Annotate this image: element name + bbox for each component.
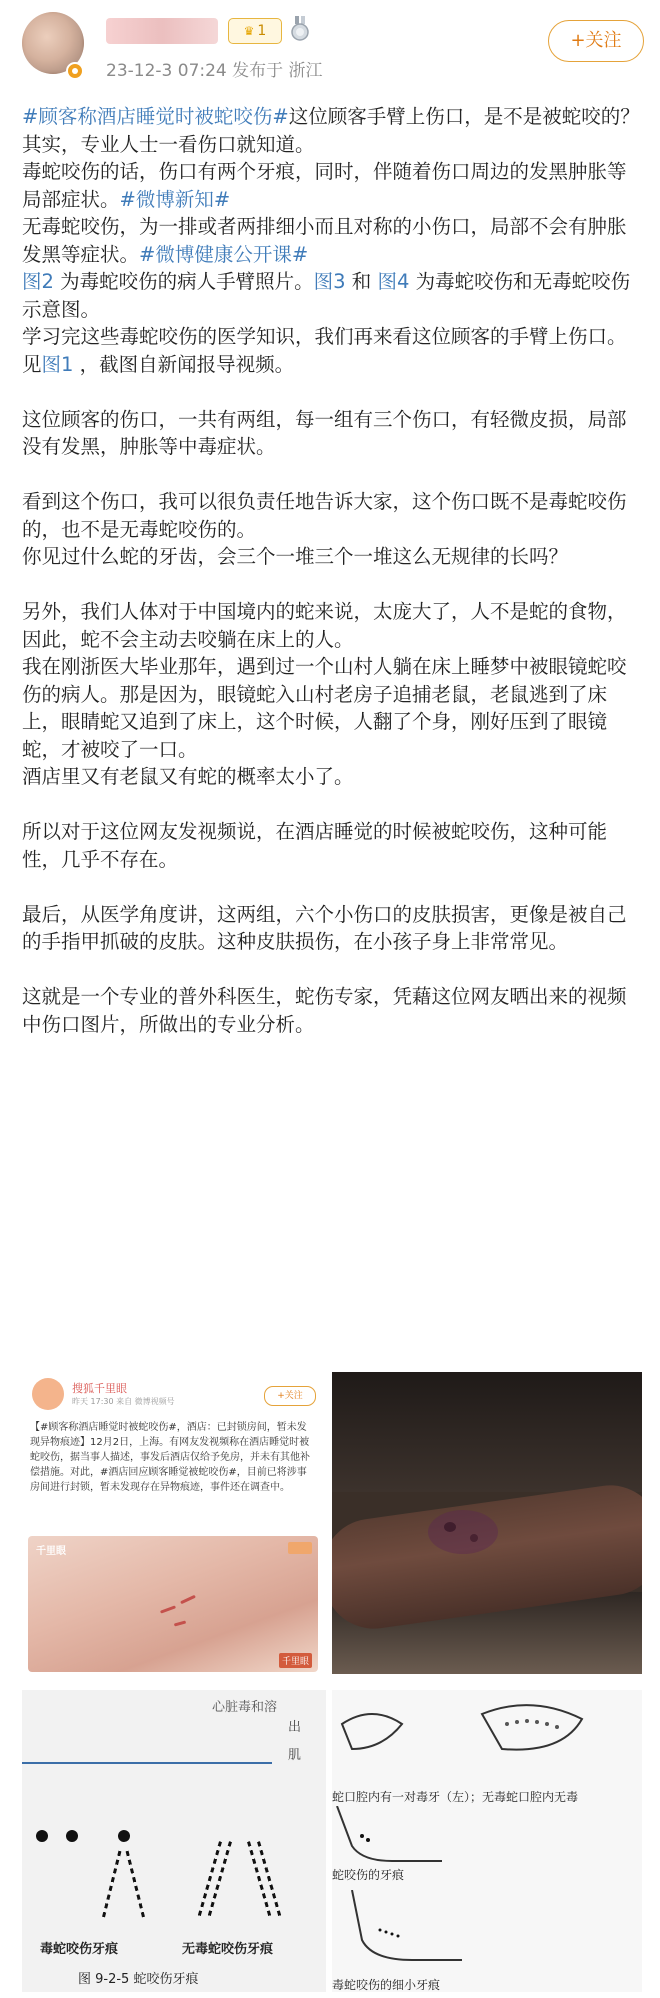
post-header bbox=[0, 0, 660, 100]
paragraph-11: 酒店里又有老鼠又有蛇的概率太小了。 bbox=[22, 765, 354, 788]
username-blurred[interactable] bbox=[106, 18, 218, 44]
news-account-avatar bbox=[32, 1378, 64, 1410]
bitten-leg-drawing-1 bbox=[332, 1806, 452, 1866]
snake-jaw-drawing bbox=[332, 1694, 632, 1784]
paragraph-8: 你见过什么蛇的牙齿，会三个一堆三个一堆这么无规律的长吗？ bbox=[22, 545, 569, 568]
image-2-arm-photo[interactable] bbox=[332, 1372, 642, 1674]
paragraph-3 bbox=[22, 213, 642, 268]
caption-venomous: 毒蛇咬伤牙痕 bbox=[40, 1942, 119, 1957]
image-grid bbox=[22, 1372, 642, 1992]
hashtag-link[interactable]: #顾客称酒店睡觉时被蛇咬伤# bbox=[22, 105, 289, 128]
paragraph-text: 毒蛇咬伤的话，伤口有两个牙痕，同时，伴随着伤口周边的发黑肿胀等局部症状。 bbox=[22, 160, 627, 211]
image-4-textbook[interactable] bbox=[332, 1690, 642, 1992]
news-account-sub: 昨天 17:30 来自 微博视频号 bbox=[72, 1397, 175, 1406]
post-body bbox=[22, 103, 642, 1038]
image-3-bite-diagram[interactable] bbox=[22, 1690, 326, 1992]
diagram-side-labels bbox=[288, 1714, 301, 1770]
paragraph-7: 看到这个伤口，我可以很负责任地告诉大家，这个伤口既不是毒蛇咬伤的，也不是无毒蛇咬伤的。 bbox=[22, 490, 627, 541]
follow-button[interactable]: +关注 bbox=[548, 20, 644, 62]
paragraph-2 bbox=[22, 158, 642, 213]
side-label: 肌 bbox=[288, 1748, 302, 1763]
image-link-2[interactable]: 图2 bbox=[22, 270, 54, 293]
news-card-header bbox=[32, 1378, 322, 1418]
wound-mark bbox=[180, 1595, 196, 1604]
paragraph-10: 我在刚浙医大毕业那年，遇到过一个山村人躺在床上睡梦中被眼镜蛇咬伤的病人。那是因为，眼镜蛇入山村老房子追捕老鼠，老鼠逃到了床上，眼睛蛇又追到了床上，这个时候，人翻了个身，刚好压到了眼镜蛇，才被咬了一口。 bbox=[22, 655, 627, 761]
paragraph-5 bbox=[22, 323, 642, 378]
hashtag-link[interactable]: #微博健康公开课# bbox=[139, 242, 309, 266]
wound-mark bbox=[174, 1620, 186, 1626]
image-link-1[interactable]: 图1 bbox=[41, 352, 74, 376]
wound-video-frame bbox=[28, 1536, 318, 1672]
video-logo-bottom: 千里眼 bbox=[279, 1653, 312, 1668]
bruise bbox=[428, 1510, 498, 1554]
fang-dot bbox=[118, 1830, 130, 1842]
video-logo-top: 千里眼 bbox=[36, 1546, 66, 1557]
verified-badge-icon bbox=[66, 62, 84, 80]
post-meta: 23-12-3 07:24 发布于 浙江 bbox=[106, 61, 323, 81]
caption-nonvenomous: 无毒蛇咬伤牙痕 bbox=[182, 1942, 274, 1957]
wound-mark bbox=[160, 1605, 176, 1613]
image-link-4[interactable]: 图4 bbox=[377, 270, 410, 293]
paragraph-1 bbox=[22, 103, 642, 158]
paragraph-9: 另外，我们人体对于中国境内的蛇来说，太庞大了，人不是蛇的食物，因此，蛇不会主动去咬躺在床上的人。 bbox=[22, 600, 627, 651]
hashtag-link[interactable]: #微博新知# bbox=[119, 187, 231, 211]
paragraph-14: 这就是一个专业的普外科医生，蛇伤专家，凭藉这位网友晒出来的视频中伤口图片，所做出的专业分析。 bbox=[22, 985, 627, 1036]
paragraph-12: 所以对于这位网友发视频说，在酒店睡觉的时候被蛇咬伤，这种可能性，几乎不存在。 bbox=[22, 820, 608, 871]
paragraph-text: 这位顾客手臂上伤口，是不是被蛇咬的？其实，专业人士一看伤口就知道。 bbox=[22, 105, 640, 156]
paragraph-text: ，截图自新闻报导视频。 bbox=[73, 352, 295, 376]
paragraph-text: 学习完这些毒蛇咬伤的医学知识，我们再来看这位顾客的手臂上伤口。见 bbox=[22, 325, 627, 376]
paragraph-text: 为毒蛇咬伤和无毒蛇咬伤示意图。 bbox=[22, 270, 631, 321]
diagram-text-3: 毒蛇咬伤的细小牙痕 bbox=[332, 1978, 441, 1992]
user-level-badge bbox=[228, 18, 282, 44]
video-tag bbox=[288, 1542, 312, 1554]
tooth-dash bbox=[126, 1851, 146, 1920]
news-account-name: 搜狐千里眼 bbox=[72, 1382, 127, 1395]
paragraph-4 bbox=[22, 268, 642, 323]
paragraph-text: 为毒蛇咬伤的病人手臂照片。 bbox=[53, 270, 314, 293]
paragraph-text: 无毒蛇咬伤，为一排或者两排细小而且对称的小伤口，局部不会有肿胀发黑等症状。 bbox=[22, 215, 627, 266]
image-1-news-screenshot[interactable] bbox=[22, 1372, 326, 1674]
diagram-text-2: 蛇咬伤的牙痕 bbox=[332, 1868, 405, 1882]
news-follow-button: +关注 bbox=[264, 1386, 316, 1406]
diagram-top-label: 心脏毒和溶 bbox=[212, 1700, 278, 1715]
user-level-value: 1 bbox=[257, 23, 267, 39]
crown-icon: ♛ bbox=[243, 24, 255, 38]
fang-dot bbox=[36, 1830, 48, 1842]
paragraph-text: 和 bbox=[345, 270, 378, 293]
image-link-3[interactable]: 图3 bbox=[313, 270, 346, 293]
fang-dot bbox=[66, 1830, 78, 1842]
tooth-dash bbox=[102, 1851, 122, 1920]
side-label: 出 bbox=[288, 1720, 302, 1735]
medal-icon bbox=[290, 16, 310, 42]
diagram-text-1: 蛇口腔内有一对毒牙（左）；无毒蛇口腔内无毒 bbox=[332, 1790, 579, 1804]
paragraph-13: 最后，从医学角度讲，这两组，六个小伤口的皮肤损害，更像是被自己的手指甲抓破的皮肤。这种皮肤损伤，在小孩子身上非常常见。 bbox=[22, 902, 627, 953]
bitten-leg-drawing-2 bbox=[332, 1890, 472, 1970]
figure-caption: 图 9-2-5 蛇咬伤牙痕 bbox=[78, 1972, 199, 1987]
divider-line bbox=[22, 1762, 272, 1764]
paragraph-6: 这位顾客的伤口，一共有两组，每一组有三个伤口，有轻微皮损，局部没有发黑，肿胀等中毒症状。 bbox=[22, 407, 627, 458]
news-text: 【#顾客称酒店睡觉时被蛇咬伤#，酒店：已封锁房间，暂未发现异物痕迹】12月2日，上海。有网友发视频称在酒店睡觉时被蛇咬伤，据当事人描述，事发后酒店仅给予免房，并未有其他补偿措施。对此，#酒店回应顾客睡觉被蛇咬伤#，目前已将涉事房间进行封锁，暂未发现存在异物痕迹，事件还在调查中。 bbox=[30, 1422, 310, 1493]
